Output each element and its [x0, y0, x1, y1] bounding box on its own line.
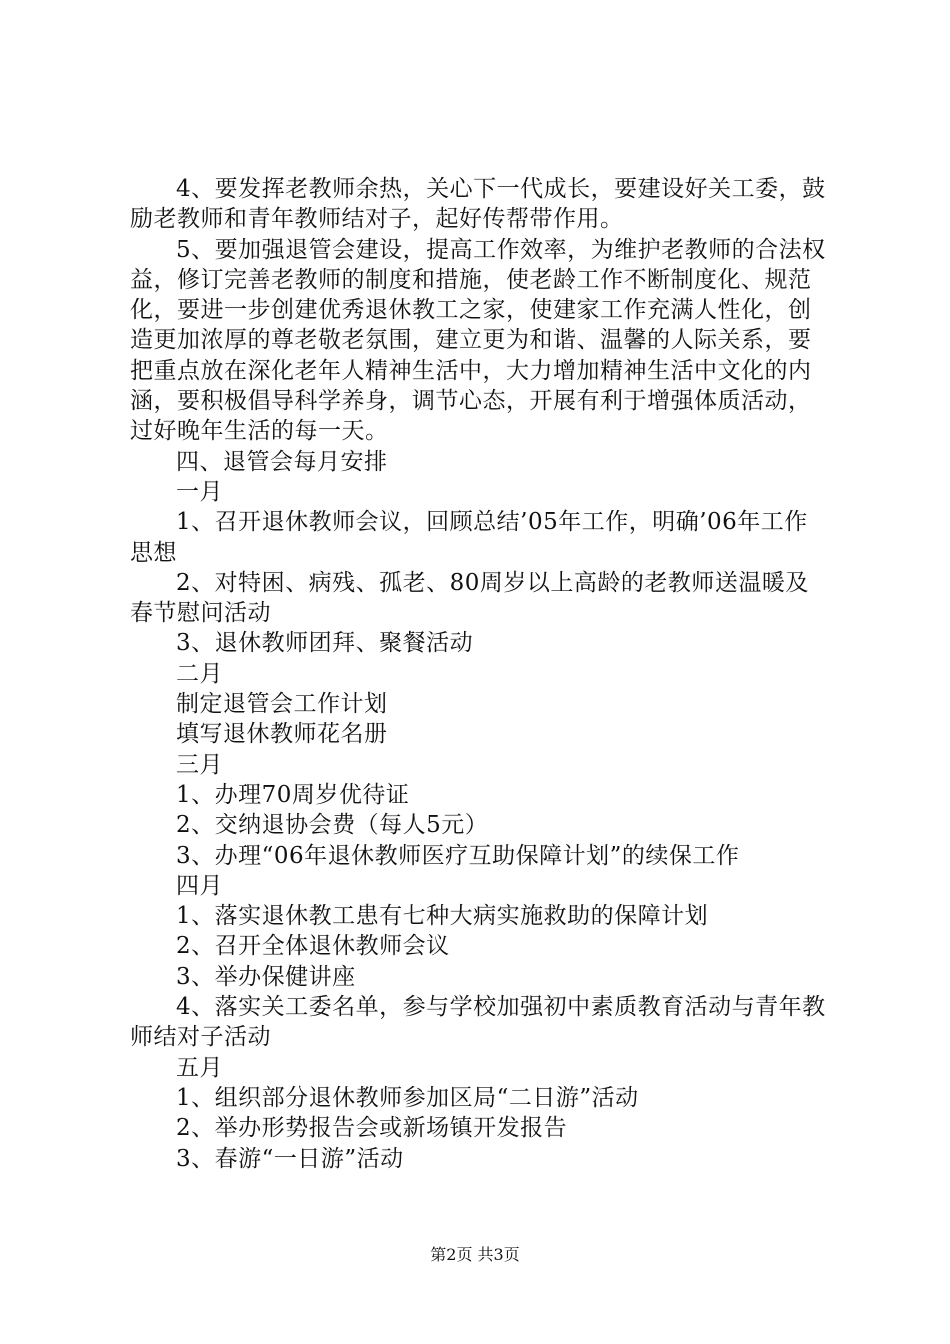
month-heading-feb: 二月	[176, 660, 223, 687]
month-heading-jan: 一月	[176, 478, 223, 505]
list-item: 3、办理“06年退休教师医疗互助保障计划”的续保工作	[176, 842, 740, 869]
list-item: 1、落实退休教工患有七种大病实施救助的保障计划	[176, 903, 709, 930]
list-item: 3、举办保健讲座	[176, 963, 356, 990]
list-item: 4、落实关工委名单，参与学校加强初中素质教育活动与青年教师结对子活动	[130, 994, 826, 1051]
paragraph-2: 5、要加强退管会建设，提高工作效率，为维护老教师的合法权益，修订完善老教师的制度和措施，使老龄工作不断制度化、规范化，要进一步创建优秀退休教工之家，使建家工作充满人性化，创造更加浓厚的尊老敬老氛围，建立更为和谐、温馨的人际关系，要把重点放在深化老年人精神生活中，大力增加精神生活中文化的内涵，要积极倡导科学养身，调节心态，开展有利于增强体质活动，过好晚年生活的每一天。	[130, 236, 826, 445]
list-item: 3、春游“一日游”活动	[176, 1145, 404, 1172]
list-item: 2、交纳退协会费（每人5元）	[176, 812, 489, 839]
list-item: 1、组织部分退休教师参加区局“二日游”活动	[176, 1084, 639, 1111]
page-number-label: 第2页 共3页	[430, 1245, 520, 1264]
month-heading-mar: 三月	[176, 751, 223, 778]
list-item: 2、举办形势报告会或新场镇开发报告	[176, 1115, 568, 1142]
list-item: 3、退休教师团拜、聚餐活动	[176, 630, 474, 657]
list-item: 1、召开退休教师会议，回顾总结’05年工作，明确’06年工作思想	[130, 509, 808, 566]
list-item: 2、召开全体退休教师会议	[176, 933, 450, 960]
list-item: 2、对特困、病残、孤老、80周岁以上高龄的老教师送温暖及春节慰问活动	[130, 569, 809, 627]
paragraph-1: 4、要发挥老教师余热，关心下一代成长，要建设好关工委，鼓励老教师和青年教师结对子，起好传帮带作用。	[130, 176, 826, 233]
section-heading: 四、退管会每月安排	[176, 448, 388, 475]
month-heading-may: 五月	[176, 1054, 223, 1081]
document-body	[130, 174, 830, 1174]
list-item: 填写退休教师花名册	[176, 721, 388, 748]
list-item: 1、办理70周岁优待证	[176, 781, 410, 808]
list-item: 制定退管会工作计划	[176, 691, 388, 718]
month-heading-apr: 四月	[176, 872, 223, 899]
page-footer	[0, 1242, 950, 1265]
